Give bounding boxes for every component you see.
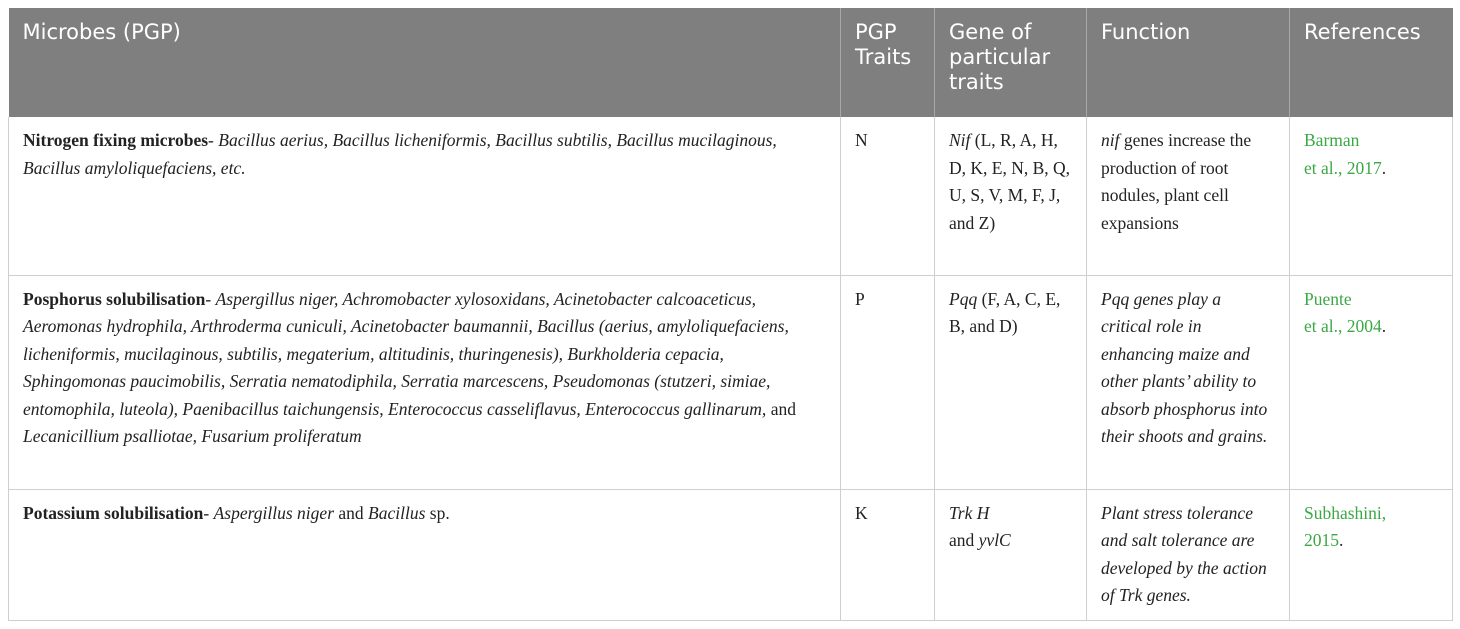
microbes-category: Potassium solubilisation [23, 502, 204, 523]
trait-cell: P [841, 275, 935, 489]
reference-link-line2[interactable]: et al., 2017 [1304, 157, 1382, 178]
function-italic: nif [1101, 130, 1120, 150]
table-row [9, 117, 1453, 275]
microbes-cell [9, 489, 841, 620]
reference-cell [1290, 489, 1453, 620]
gene-name: Trk H [949, 502, 990, 523]
reference-dot: . [1381, 316, 1387, 336]
microbes-list-tail: Lecanicillium psalliotae, Fusarium proliferatum [23, 426, 362, 446]
table-header-row [9, 8, 1453, 117]
microbes-separator: - [208, 130, 219, 150]
microbes-separator: - [205, 288, 216, 309]
microbes-cell [9, 275, 841, 489]
function-rest: genes increase the production of root nodules, plant cell expansions [1101, 130, 1252, 233]
gene-name: Nif [949, 130, 971, 150]
reference-link-line2[interactable]: et al., 2004 [1304, 316, 1382, 336]
pgp-microbes-table [8, 8, 1453, 621]
trait-cell: N [841, 117, 935, 275]
microbes-list: Bacillus aerius, Bacillus licheniformis, Bacillus subtilis, Bacillus mucilaginous, Bacillus amyloliquefaciens, etc. [23, 130, 777, 178]
gene-cell [935, 489, 1087, 620]
gene-cell [935, 275, 1087, 489]
header-gene: Gene of particular traits [935, 8, 1087, 117]
gene-rest: (F, A, C, E, B, and D) [949, 288, 1061, 336]
function-cell: Plant stress tolerance and salt tolerance are developed by the action of Trk genes. [1087, 489, 1290, 620]
gene-name: Pqq [949, 288, 978, 309]
header-microbes: Microbes (PGP) [9, 8, 841, 117]
reference-dot: . [1339, 530, 1344, 550]
microbes-cell [9, 117, 841, 275]
table-row [9, 489, 1453, 620]
table-row [9, 275, 1453, 489]
function-cell: Pqq genes play a critical role in enhancing maize and other plants’ ability to absorb phosphorus into their shoots and grains. [1087, 275, 1290, 489]
reference-cell [1290, 275, 1453, 489]
reference-dot: . [1381, 157, 1387, 178]
reference-link-line1[interactable]: Subhashini, [1304, 502, 1387, 523]
gene-rest: (L, R, A, H, D, K, E, N, B, Q, U, S, V, M, F, J, and Z) [949, 130, 1071, 233]
trait-cell: K [841, 489, 935, 620]
microbes-and: and [766, 398, 796, 419]
microbes-list-tail: Bacillus [368, 502, 426, 523]
microbes-and: and [334, 502, 369, 523]
reference-link-line1[interactable]: Puente [1304, 288, 1352, 309]
microbes-tail: sp. [425, 502, 450, 523]
microbes-list: Aspergillus niger [213, 502, 334, 523]
header-references: References [1290, 8, 1453, 117]
header-function: Function [1087, 8, 1290, 117]
reference-cell [1290, 117, 1453, 275]
gene-cell [935, 117, 1087, 275]
reference-link-line2[interactable]: 2015 [1304, 530, 1339, 550]
gene-name-2: yvlC [978, 530, 1011, 550]
microbes-list: Aspergillus niger, Achromobacter xylosoxidans, Acinetobacter calcoaceticus, Aeromonas hydrophila, Arthroderma cuniculi, Acinetobacter baumannii, Bacillus (aerius, amyloliquefaciens, licheniformis, mucilaginous, subtilis, megaterium, altitudinis, thuringenesis), Burkholderia cepacia, Sphingomonas paucimobilis, Serratia nematodiphila, Serratia marcescens, Pseudomonas (stutzeri, simiae, entomophila, luteola), Paenibacillus taichungensis, Enterococcus casseliflavus, Enterococcus gallinarum, [23, 288, 789, 419]
gene-and: and [949, 530, 979, 550]
microbes-category: Nitrogen fixing microbes [23, 130, 209, 150]
function-cell [1087, 117, 1290, 275]
microbes-separator: - [203, 502, 214, 523]
microbes-category: Posphorus solubilisation [23, 288, 206, 309]
reference-link-line1[interactable]: Barman [1304, 130, 1360, 150]
header-pgp-traits: PGP Traits [841, 8, 935, 117]
